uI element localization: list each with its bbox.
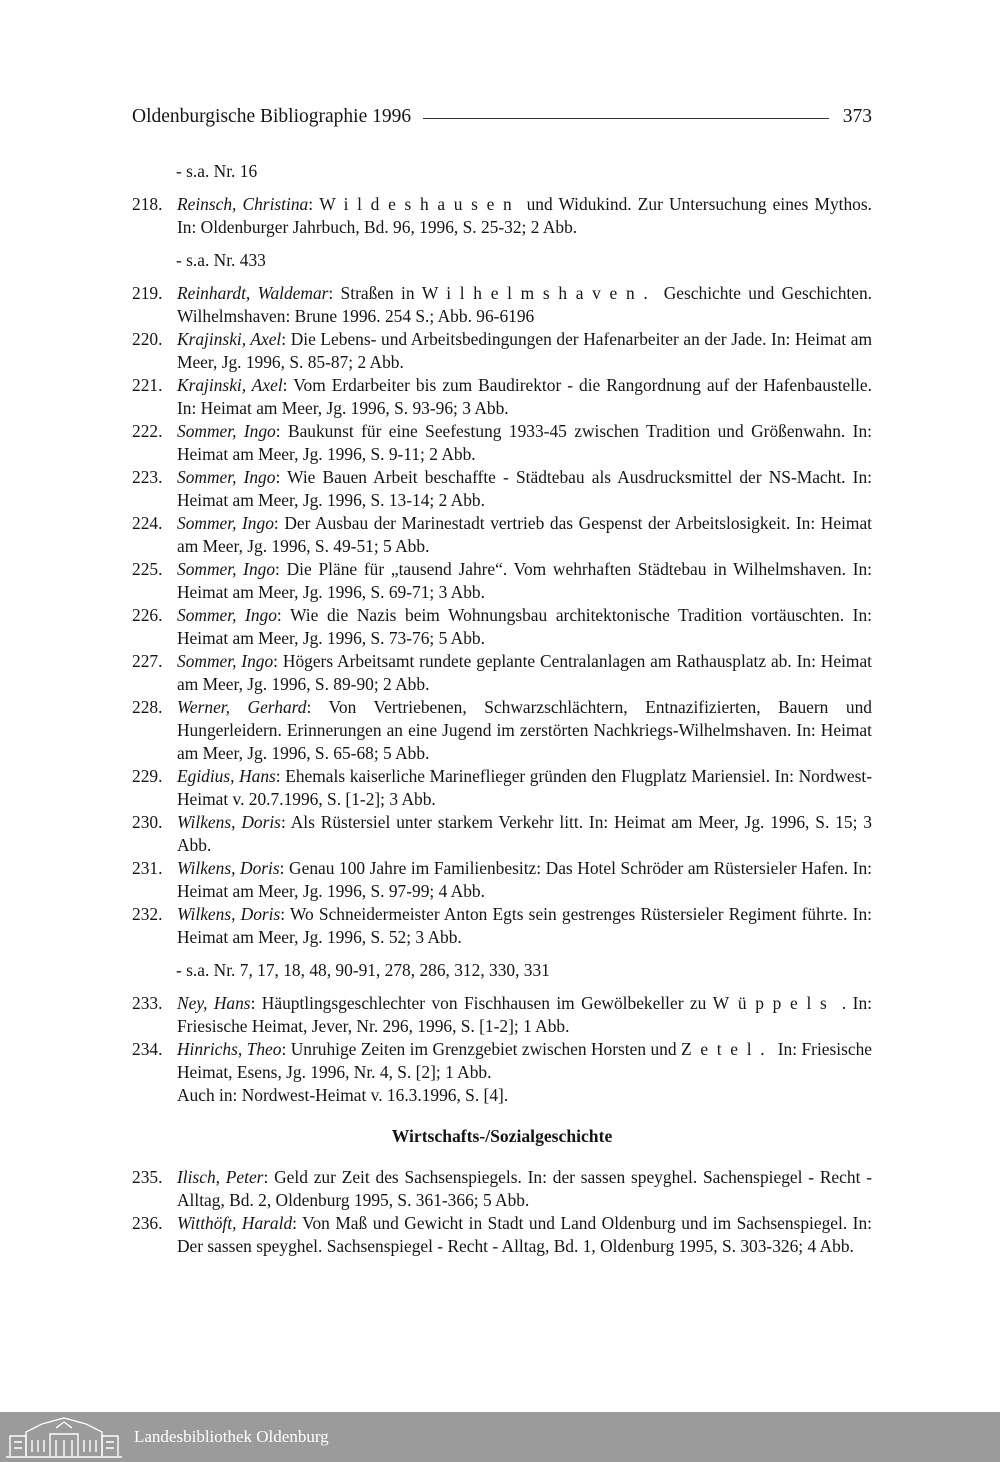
entry-author: Ilisch, Peter [177, 1167, 264, 1187]
entry-number: 219. [132, 283, 163, 303]
entry-231 [132, 857, 872, 903]
entry-text: Sommer, Ingo: Baukunst für eine Seefestung 1933-45 zwischen Tradition und Größenwahn. In: Heimat am Meer, Jg. 1996, S. 9-11; 2 Abb. [177, 421, 873, 464]
entry-author: Reinsch, Christina [177, 194, 309, 214]
entry-number: 225. [132, 559, 163, 579]
entry-author: Witthöft, Harald [177, 1213, 293, 1233]
entry-219 [132, 282, 872, 328]
entry-author: Sommer, Ingo [177, 559, 276, 579]
footer-label: Landesbibliothek Oldenburg [134, 1427, 329, 1446]
entry-text: Reinsch, Christina: Wildeshausen und Widukind. Zur Untersuchung eines Mythos. In: Oldenburger Jahrbuch, Bd. 96, 1996, S. 25-32; 2 Abb. [177, 194, 872, 237]
entry-number: 220. [132, 329, 163, 349]
entry-number: 232. [132, 904, 163, 924]
entry-extra-line: Auch in: Nordwest-Heimat v. 16.3.1996, S. [4]. [177, 1085, 509, 1105]
entry-author: Egidius, Hans [177, 766, 276, 786]
entry-234 [132, 1038, 872, 1107]
see-also-line: - s.a. Nr. 16 [176, 161, 258, 181]
section-heading: Wirtschafts-/Sozialgeschichte [391, 1126, 613, 1146]
entry-author: Wilkens, Doris [177, 858, 280, 878]
entry-number: 229. [132, 766, 163, 786]
entry-236 [132, 1212, 872, 1258]
running-header [132, 103, 872, 131]
entry-text: Sommer, Ingo: Högers Arbeitsamt rundete geplante Centralanlagen am Rathausplatz ab. In: Heimat am Meer, Jg. 1996, S. 89-90; 2 Abb. [177, 651, 872, 694]
entry-number: 227. [132, 651, 163, 671]
header-title: Oldenburgische Bibliographie 1996 [132, 106, 412, 127]
entry-text: Sommer, Ingo: Wie Bauen Arbeit beschaffte - Städtebau als Ausdrucksmittel der NS-Macht. In: Heimat am Meer, Jg. 1996, S. 13-14; 2 Abb. [177, 467, 872, 510]
entry-number: 226. [132, 605, 163, 625]
entry-text: Wilkens, Doris: Wo Schneidermeister Anton Egts sein gestrenges Rüstersieler Regiment führte. In: Heimat am Meer, Jg. 1996, S. 52; 3 Abb. [177, 904, 872, 947]
entry-author: Sommer, Ingo [177, 605, 277, 625]
entry-227 [132, 650, 872, 696]
entry-229 [132, 765, 872, 811]
entry-number: 224. [132, 513, 163, 533]
spaced-place-name: Wildeshausen [319, 194, 521, 214]
entry-218 [132, 193, 872, 239]
see-also-line: - s.a. Nr. 7, 17, 18, 48, 90-91, 278, 286, 312, 330, 331 [176, 960, 550, 980]
entry-number: 235. [132, 1167, 163, 1187]
entry-224 [132, 512, 872, 558]
entry-235 [132, 1166, 872, 1212]
entry-author: Sommer, Ingo [177, 421, 276, 441]
entry-text: Wilkens, Doris: Als Rüstersiel unter starkem Verkehr litt. In: Heimat am Meer, Jg. 1996, S. 15; 3 Abb. [177, 812, 872, 855]
entry-author: Sommer, Ingo [177, 467, 276, 487]
entry-226 [132, 604, 872, 650]
entry-text: Witthöft, Harald: Von Maß und Gewicht in Stadt und Land Oldenburg und im Sachsenspiegel. In: Der sassen speyghel. Sachsenspiegel - Recht - Alltag, Bd. 1, Oldenburg 1995, S. 303-326; 4 Abb. [177, 1213, 873, 1256]
header-rule [423, 118, 829, 119]
entry-text: Sommer, Ingo: Die Pläne für „tausend Jahre“. Vom wehrhaften Städtebau in Wilhelmshaven. In: Heimat am Meer, Jg. 1996, S. 69-71; 3 Abb. [177, 559, 873, 602]
entry-number: 230. [132, 812, 163, 832]
entry-text: Krajinski, Axel: Vom Erdarbeiter bis zum Baudirektor - die Rangordnung auf der Hafenbaustelle. In: Heimat am Meer, Jg. 1996, S. 93-96; 3 Abb. [177, 375, 872, 418]
entry-number: 231. [132, 858, 163, 878]
see-also-line: - s.a. Nr. 433 [176, 250, 266, 270]
entry-author: Reinhardt, Waldemar [177, 283, 329, 303]
entry-author: Krajinski, Axel [177, 329, 282, 349]
entry-223 [132, 466, 872, 512]
entry-222 [132, 420, 872, 466]
entry-number: 218. [132, 194, 163, 214]
library-building-icon [4, 1412, 124, 1462]
entry-number: 236. [132, 1213, 163, 1233]
entry-number: 234. [132, 1039, 163, 1059]
entry-author: Krajinski, Axel [177, 375, 283, 395]
spaced-place-name: Wüppels [712, 993, 836, 1013]
entry-220 [132, 328, 872, 374]
entry-228 [132, 696, 872, 765]
entry-text: Egidius, Hans: Ehemals kaiserliche Marineflieger gründen den Flugplatz Mariensiel. In: Nordwest-Heimat v. 20.7.1996, S. [1-2]; 3 Abb. [177, 766, 872, 809]
entry-author: Wilkens, Doris [177, 904, 281, 924]
footer-bar [0, 1412, 1000, 1462]
entry-text: Ilisch, Peter: Geld zur Zeit des Sachsenspiegels. In: der sassen speyghel. Sachenspiegel - Recht - Alltag, Bd. 2, Oldenburg 1995, S. 361-366; 5 Abb. [177, 1167, 872, 1210]
entry-author: Wilkens, Doris [177, 812, 281, 832]
entry-221 [132, 374, 872, 420]
entry-number: 221. [132, 375, 163, 395]
entry-text: Wilkens, Doris: Genau 100 Jahre im Familienbesitz: Das Hotel Schröder am Rüstersieler Hafen. In: Heimat am Meer, Jg. 1996, S. 97-99; 4 Abb. [177, 858, 872, 901]
page-number: 373 [842, 106, 872, 127]
entry-text: Sommer, Ingo: Wie die Nazis beim Wohnungsbau architektonische Tradition vortäuschten. In: Heimat am Meer, Jg. 1996, S. 73-76; 5 Abb. [177, 605, 872, 648]
entry-author: Sommer, Ingo [177, 651, 274, 671]
entry-230 [132, 811, 872, 857]
entry-number: 233. [132, 993, 163, 1013]
entry-text: Ney, Hans: Häuptlingsgeschlechter von Fischhausen im Gewölbekeller zu Wüppels . In: Friesische Heimat, Jever, Nr. 296, 1996, S. [1-2]; 1 Abb. [177, 993, 872, 1036]
entry-author: Werner, Gerhard [177, 697, 307, 717]
entry-text: Krajinski, Axel: Die Lebens- und Arbeitsbedingungen der Hafenarbeiter an der Jade. In: Heimat am Meer, Jg. 1996, S. 85-87; 2 Abb. [177, 329, 873, 372]
entry-225 [132, 558, 872, 604]
entry-text: Werner, Gerhard: Von Vertriebenen, Schwarzschlächtern, Entnazifizierten, Bauern und Hungerleidern. Erinnerungen an eine Jugend im zerstörten Nachkriegs-Wilhelmshaven. In: Heimat am Meer, Jg. 1996, S. 65-68; 5 Abb. [177, 697, 872, 763]
entry-author: Ney, Hans [177, 993, 251, 1013]
entry-number: 228. [132, 697, 163, 717]
entry-text: Hinrichs, Theo: Unruhige Zeiten im Grenzgebiet zwischen Horsten und Zetel. In: Friesische Heimat, Esens, Jg. 1996, Nr. 4, S. [2]; 1 Abb. Auch in: Nordwest-Heimat v. 16.3.1996, S. [4]. [177, 1039, 872, 1105]
entry-author: Sommer, Ingo [177, 513, 274, 533]
entry-text: Sommer, Ingo: Der Ausbau der Marinestadt vertrieb das Gespenst der Arbeitslosigkeit. In: Heimat am Meer, Jg. 1996, S. 49-51; 5 Abb. [177, 513, 872, 556]
entry-number: 223. [132, 467, 163, 487]
entry-author: Hinrichs, Theo [177, 1039, 282, 1059]
entry-number: 222. [132, 421, 163, 441]
entry-233 [132, 992, 872, 1038]
entry-232 [132, 903, 872, 949]
spaced-place-name: Zetel. [681, 1039, 774, 1059]
bibliography-content [132, 160, 872, 1258]
spaced-place-name: Wilhelmshaven. [421, 283, 657, 303]
entry-text: Reinhardt, Waldemar: Straßen in Wilhelmshaven. Geschichte und Geschichten. Wilhelmshaven: Brune 1996. 254 S.; Abb. 96-6196 [177, 283, 872, 326]
